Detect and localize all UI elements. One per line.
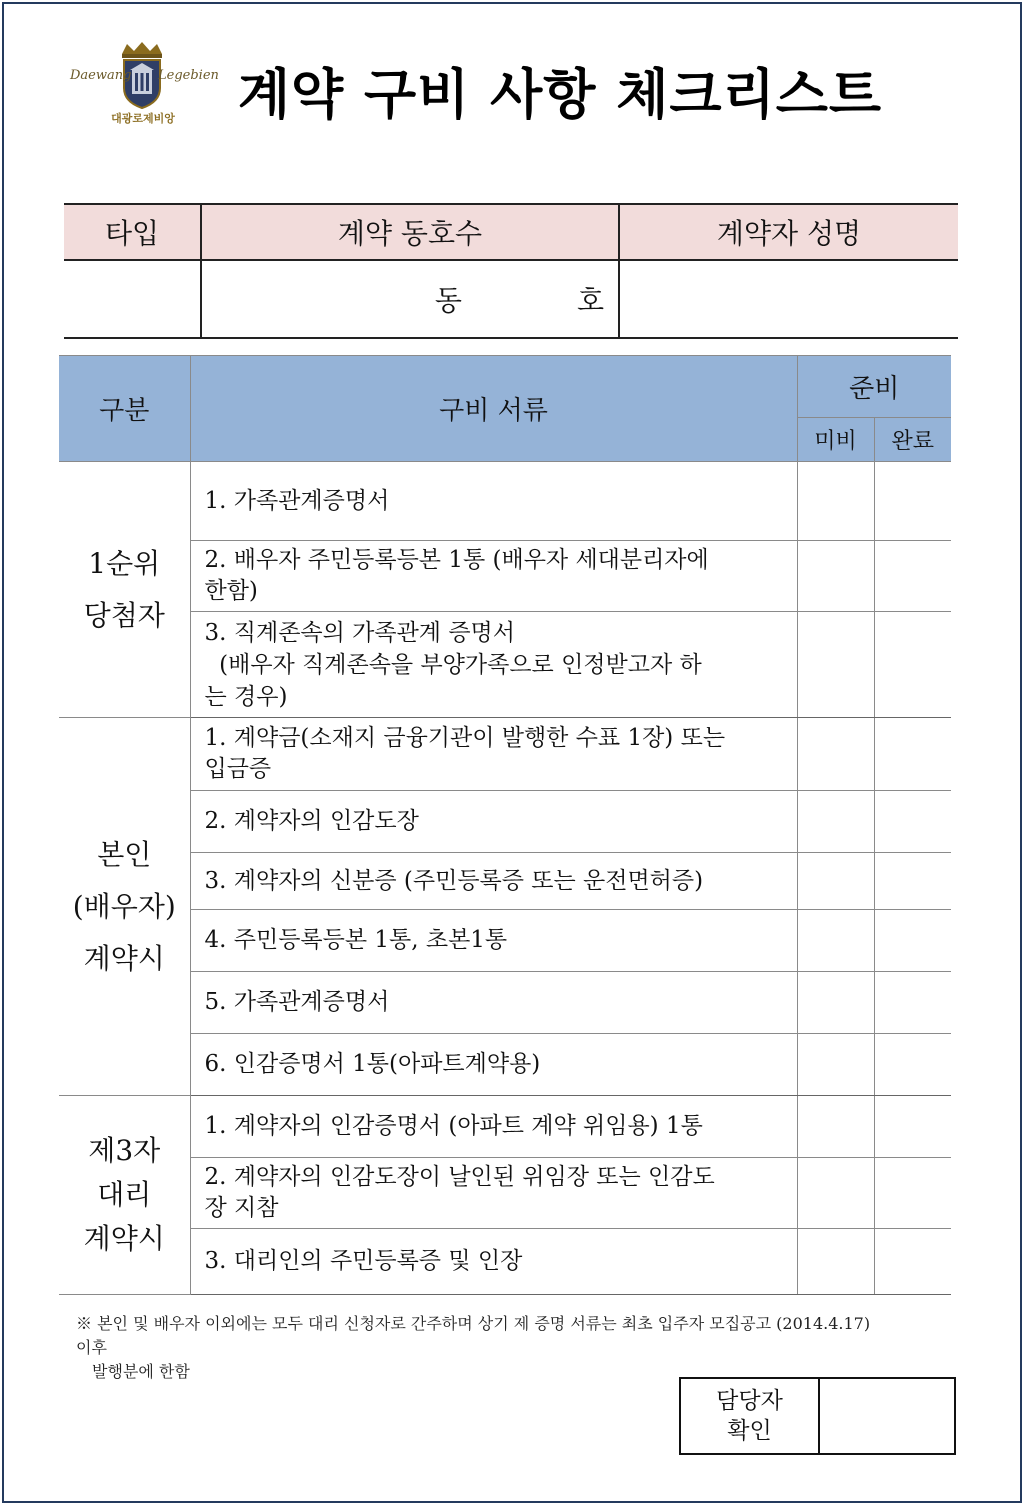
- done-checkbox[interactable]: [874, 718, 951, 791]
- not-ready-checkbox[interactable]: [797, 853, 874, 910]
- table-row: [59, 612, 951, 718]
- document-text: 2. 계약자의 인감도장이 날인된 위임장 또는 인감도: [204, 1164, 715, 1190]
- table-row: [59, 791, 951, 853]
- logo-korean-name: 대광로제비앙: [111, 112, 175, 125]
- document-item: [190, 1034, 797, 1096]
- table-row: [59, 910, 951, 972]
- done-checkbox[interactable]: [874, 1229, 951, 1295]
- category-first-priority-winner: [59, 462, 190, 718]
- staff-signature-field[interactable]: [819, 1378, 955, 1454]
- type-field[interactable]: [64, 260, 201, 338]
- not-ready-checkbox[interactable]: [797, 791, 874, 853]
- category-line: 제3자: [88, 1134, 161, 1167]
- category-third-party-proxy-contract: [59, 1096, 190, 1295]
- category-line: (배우자): [72, 889, 176, 923]
- document-item: [190, 1158, 797, 1229]
- header-not-ready: 미비: [797, 418, 874, 462]
- done-checkbox[interactable]: [874, 972, 951, 1034]
- document-text: 2. 배우자 주민등록등본 1통 (배우자 세대분리자에: [204, 547, 709, 573]
- table-row: [59, 1034, 951, 1096]
- label-line: 담당자: [716, 1388, 783, 1414]
- footnote-line: ※ 본인 및 배우자 이외에는 모두 대리 신청자로 간주하며 상기 제 증명 서류는 최초 입주자 모집공고 (2014.4.17): [76, 1314, 871, 1333]
- document-item: [190, 910, 797, 972]
- done-checkbox[interactable]: [874, 791, 951, 853]
- not-ready-checkbox[interactable]: [797, 718, 874, 791]
- not-ready-checkbox[interactable]: [797, 1229, 874, 1295]
- dong-label: 동: [434, 284, 462, 317]
- category-line: 본인: [97, 837, 152, 871]
- not-ready-checkbox[interactable]: [797, 612, 874, 718]
- document-item: [190, 612, 797, 718]
- footnote: [76, 1312, 956, 1384]
- table-row: [59, 1229, 951, 1295]
- category-line: 계약시: [83, 1222, 165, 1255]
- not-ready-checkbox[interactable]: [797, 1034, 874, 1096]
- table-row: [59, 853, 951, 910]
- header-ready: 준비: [797, 356, 951, 418]
- document-item: [190, 541, 797, 612]
- document-text: 한함): [204, 578, 258, 604]
- header-done: 완료: [874, 418, 951, 462]
- done-checkbox[interactable]: [874, 1158, 951, 1229]
- logo-script-left: Daewang: [70, 68, 132, 83]
- document-item: [190, 462, 797, 541]
- document-checklist-table: [59, 355, 951, 1295]
- not-ready-checkbox[interactable]: [797, 1096, 874, 1158]
- document-text: 1. 계약금(소재지 금융기관이 발행한 수표 1장) 또는: [204, 725, 726, 751]
- ho-label: 호: [576, 284, 604, 317]
- not-ready-checkbox[interactable]: [797, 972, 874, 1034]
- header-category: 구분: [59, 356, 190, 462]
- table-row: [59, 462, 951, 541]
- document-text: 는 경우): [204, 683, 288, 710]
- document-item: [190, 1096, 797, 1158]
- header-unit-number: 계약 동호수: [201, 204, 619, 260]
- done-checkbox[interactable]: [874, 910, 951, 972]
- document-text: 1. 계약자의 인감증명서 (아파트 계약 위임용) 1통: [204, 1113, 703, 1139]
- not-ready-checkbox[interactable]: [797, 462, 874, 541]
- contract-info-header-row: [64, 204, 958, 260]
- document-text: 3. 직계존속의 가족관계 증명서: [204, 619, 515, 646]
- done-checkbox[interactable]: [874, 1034, 951, 1096]
- document-text: 장 지참: [204, 1195, 279, 1221]
- table-row: [59, 1096, 951, 1158]
- done-checkbox[interactable]: [874, 541, 951, 612]
- document-item: [190, 718, 797, 791]
- document-text: 입금증: [204, 756, 272, 782]
- document-text: 1. 가족관계증명서: [204, 487, 390, 514]
- done-checkbox[interactable]: [874, 853, 951, 910]
- unit-number-field[interactable]: [201, 260, 619, 338]
- header-contractor-name: 계약자 성명: [619, 204, 958, 260]
- table-row: [59, 541, 951, 612]
- document-text: 3. 대리인의 주민등록증 및 인장: [204, 1248, 523, 1274]
- document-text: 5. 가족관계증명서: [204, 989, 390, 1015]
- document-text: 2. 계약자의 인감도장: [204, 808, 419, 834]
- done-checkbox[interactable]: [874, 612, 951, 718]
- done-checkbox[interactable]: [874, 462, 951, 541]
- category-line: 계약시: [83, 941, 165, 975]
- contract-info-table: [64, 203, 958, 339]
- table-row: [59, 718, 951, 791]
- checklist-header-row: [59, 356, 951, 418]
- not-ready-checkbox[interactable]: [797, 541, 874, 612]
- page-title: 계약 구비 사항 체크리스트: [237, 63, 883, 126]
- staff-confirmation-label: [680, 1378, 819, 1454]
- document-text: 3. 계약자의 신분증 (주민등록증 또는 운전면허증): [204, 867, 704, 894]
- not-ready-checkbox[interactable]: [797, 910, 874, 972]
- document-text: 4. 주민등록등본 1통, 초본1통: [204, 927, 508, 953]
- document-item: [190, 791, 797, 853]
- table-row: [59, 972, 951, 1034]
- document-item: [190, 972, 797, 1034]
- logo-script-right: Legebien: [158, 68, 219, 83]
- document-text: (배우자 직계존속을 부양가족으로 인정받고자 하: [204, 651, 702, 678]
- contractor-name-field[interactable]: [619, 260, 958, 338]
- header-documents: 구비 서류: [190, 356, 797, 462]
- confirmation-row: [680, 1378, 955, 1454]
- not-ready-checkbox[interactable]: [797, 1158, 874, 1229]
- contract-info-input-row: [64, 260, 958, 338]
- document-item: [190, 1229, 797, 1295]
- footnote-line: 이후: [76, 1338, 107, 1357]
- category-self-spouse-contract: [59, 718, 190, 1096]
- category-line: 대리: [97, 1178, 152, 1211]
- category-line: 1순위: [88, 546, 161, 580]
- header-type: 타입: [64, 204, 201, 260]
- document-item: [190, 853, 797, 910]
- done-checkbox[interactable]: [874, 1096, 951, 1158]
- footnote-line: 발행분에 한함: [92, 1362, 190, 1381]
- label-line: 확인: [727, 1418, 772, 1444]
- document-text: 6. 인감증명서 1통(아파트계약용): [204, 1051, 541, 1077]
- category-line: 당첨자: [83, 598, 165, 632]
- staff-confirmation-box: [679, 1377, 956, 1455]
- table-row: [59, 1158, 951, 1229]
